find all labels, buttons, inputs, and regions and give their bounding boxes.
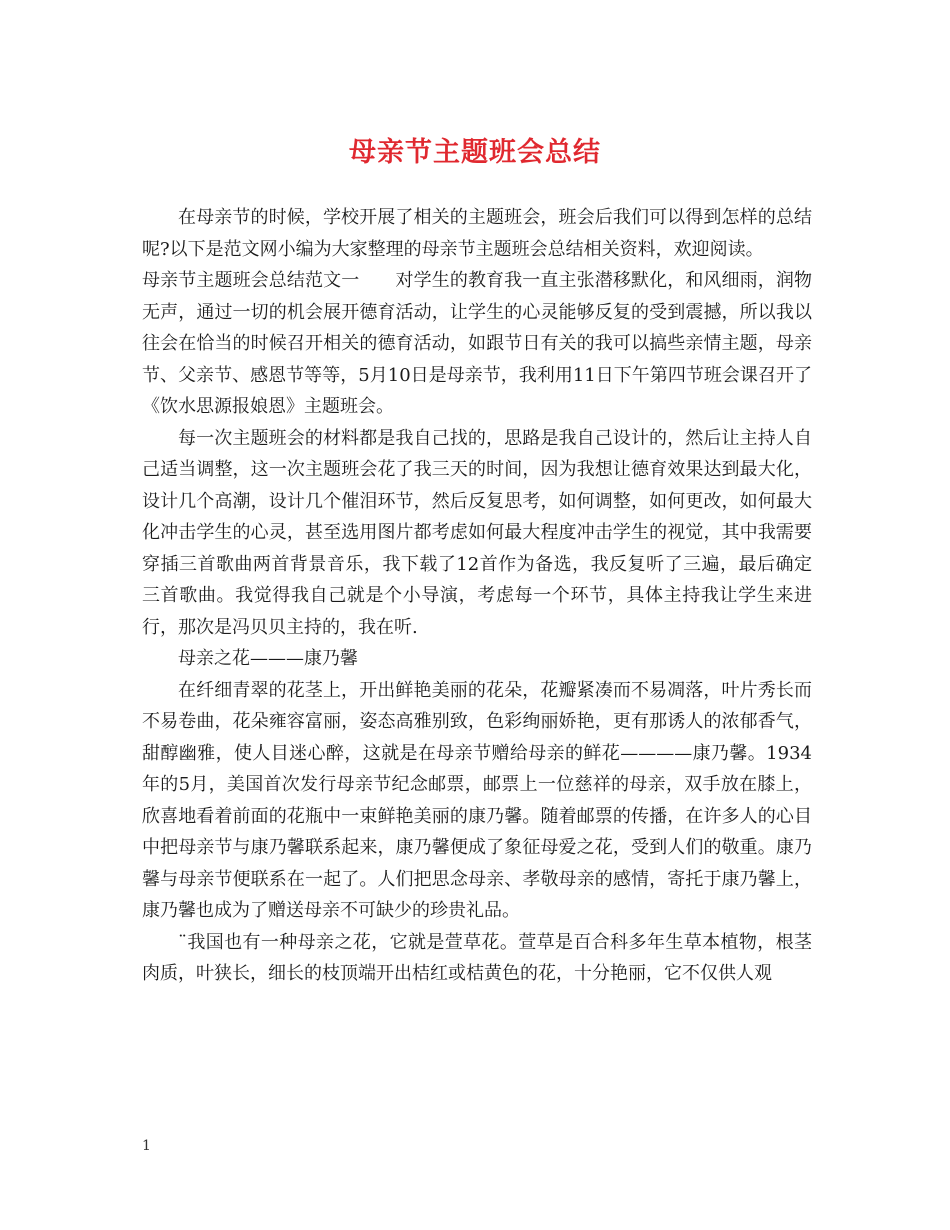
intro-paragraph: 在母亲节的时候，学校开展了相关的主题班会，班会后我们可以得到怎样的总结呢?以下是范文网小编为大家整理的母亲节主题班会总结相关资料，欢迎阅读。 (142, 207, 812, 260)
document-title: 母亲节主题班会总结 (349, 137, 601, 168)
page-number: 1 (142, 1138, 151, 1154)
subheading-carnation: 母亲之花———康乃馨 (178, 648, 358, 669)
paragraph-4: ¨我国也有一种母亲之花，它就是萱草花。萱草是百合科多年生草本植物，根茎肉质，叶狭长，细长的枝顶端开出桔红或桔黄色的花，十分艳丽，它不仅供人观 (142, 931, 812, 984)
paragraph-3: 在纤细青翠的花茎上，开出鲜艳美丽的花朵，花瓣紧凑而不易凋落，叶片秀长而不易卷曲，花朵雍容富丽，姿态高雅别致，色彩绚丽娇艳，更有那诱人的浓郁香气，甜醇幽雅，使人目迷心醉，这就是在母亲节赠给母亲的鲜花————康乃馨。1934年的5月，美国首次发行母亲节纪念邮票，邮票上一位慈祥的母亲，双手放在膝上，欣喜地看着前面的花瓶中一束鲜艳美丽的康乃馨。随着邮票的传播，在许多人的心目中把母亲节与康乃馨联系起来，康乃馨便成了象征母爱之花，受到人们的敬重。康乃馨与母亲节便联系在一起了。人们把思念母亲、孝敬母亲的感情，寄托于康乃馨上，康乃馨也成为了赠送母亲不可缺少的珍贵礼品。 (142, 679, 812, 921)
paragraph-2: 每一次主题班会的材料都是我自己找的，思路是我自己设计的，然后让主持人自己适当调整，这一次主题班会花了我三天的时间，因为我想让德育效果达到最大化，设计几个高潮，设计几个催泪环节，然后反复思考，如何调整，如何更改，如何最大化冲击学生的心灵，甚至选用图片都考虑如何最大程度冲击学生的视觉，其中我需要穿插三首歌曲两首背景音乐，我下载了12首作为备选，我反复听了三遍，最后确定三首歌曲。我觉得我自己就是个小导演，考虑每一个环节，具体主持我让学生来进行，那次是冯贝贝主持的，我在听. (142, 427, 812, 638)
section-text: 对学生的教育我一直主张潜移默化，和风细雨，润物无声，通过一切的机会展开德育活动，让学生的心灵能够反复的受到震撼，所以我以往会在恰当的时候召开相关的德育活动，如跟节日有关的我可以搞些亲情主题，母亲节、父亲节、感恩节等等，5月10日是母亲节，我利用11日下午第四节班会课召开了《饮水思源报娘恩》主题班会。 (142, 270, 813, 417)
document-body (142, 202, 812, 990)
section-heading: 母亲节主题班会总结范文一 (142, 270, 360, 291)
section-paragraph (142, 265, 812, 423)
